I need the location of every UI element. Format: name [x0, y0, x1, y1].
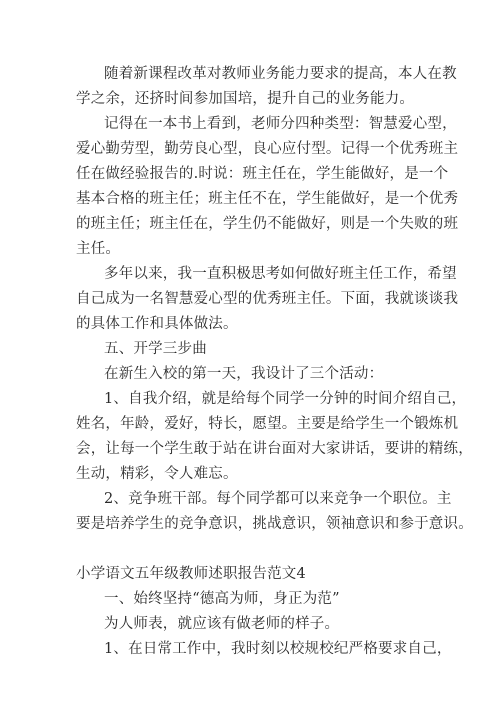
paragraph-line: 自己成为一名智慧爱心型的优秀班主任。下面，我就谈谈我	[76, 291, 459, 307]
paragraph-line: 多年以来，我一直积极思考如何做好班主任工作，希望	[104, 266, 457, 282]
paragraph-line: 主任。	[76, 241, 121, 257]
paragraph-line: 1、自我介绍，就是给每个同学一分钟的时间介绍自己，	[104, 391, 467, 407]
paragraph-line: 爱心勤劳型，勤劳良心型，良心应付型。记得一个优秀班主	[76, 141, 459, 157]
paragraph-line: 姓名，年龄，爱好，特长，愿望。主要是给学生一个锻炼机	[76, 416, 459, 432]
document-section-title: 小学语文五年级教师述职报告范文4	[76, 566, 306, 582]
paragraph-line: 学之余，还挤时间参加国培，提升自己的业务能力。	[76, 91, 415, 107]
paragraph-line: 任在做经验报告的.时说：班主任在，学生能做好，是一个	[76, 166, 449, 182]
paragraph-line: 的具体工作和具体做法。	[76, 316, 238, 332]
paragraph-line: 2、竞争班干部。每个同学都可以来竞争一个职位。主	[104, 491, 452, 507]
paragraph-line: 为人师表，就应该有做老师的样子。	[104, 616, 340, 632]
paragraph-line: 随着新课程改革对教师业务能力要求的提高，本人在教	[104, 66, 457, 82]
paragraph-line: 在新生入校的第一天，我设计了三个活动：	[104, 366, 384, 382]
paragraph-line: 基本合格的班主任；班主任不在，学生能做好，是一个优秀	[76, 191, 459, 207]
paragraph-line: 1、在日常工作中，我时刻以校规校纪严格要求自己，	[104, 641, 452, 657]
paragraph-line: 要是培养学生的竞争意识，挑战意识，领袖意识和参于意识。	[76, 516, 473, 532]
paragraph-line: 生动，精彩，令人难忘。	[76, 466, 238, 482]
section-heading: 一、始终坚持“德高为师，身正为范”	[104, 591, 340, 607]
paragraph-line: 记得在一本书上看到，老师分四种类型：智慧爱心型，	[104, 116, 457, 132]
section-heading: 五、开学三步曲	[104, 341, 207, 357]
paragraph-line: 会，让每一个学生敢于站在讲台面对大家讲话，要讲的精练，	[76, 441, 473, 457]
paragraph-line: 的班主任；班主任在，学生仍不能做好，则是一个失败的班	[76, 216, 459, 232]
